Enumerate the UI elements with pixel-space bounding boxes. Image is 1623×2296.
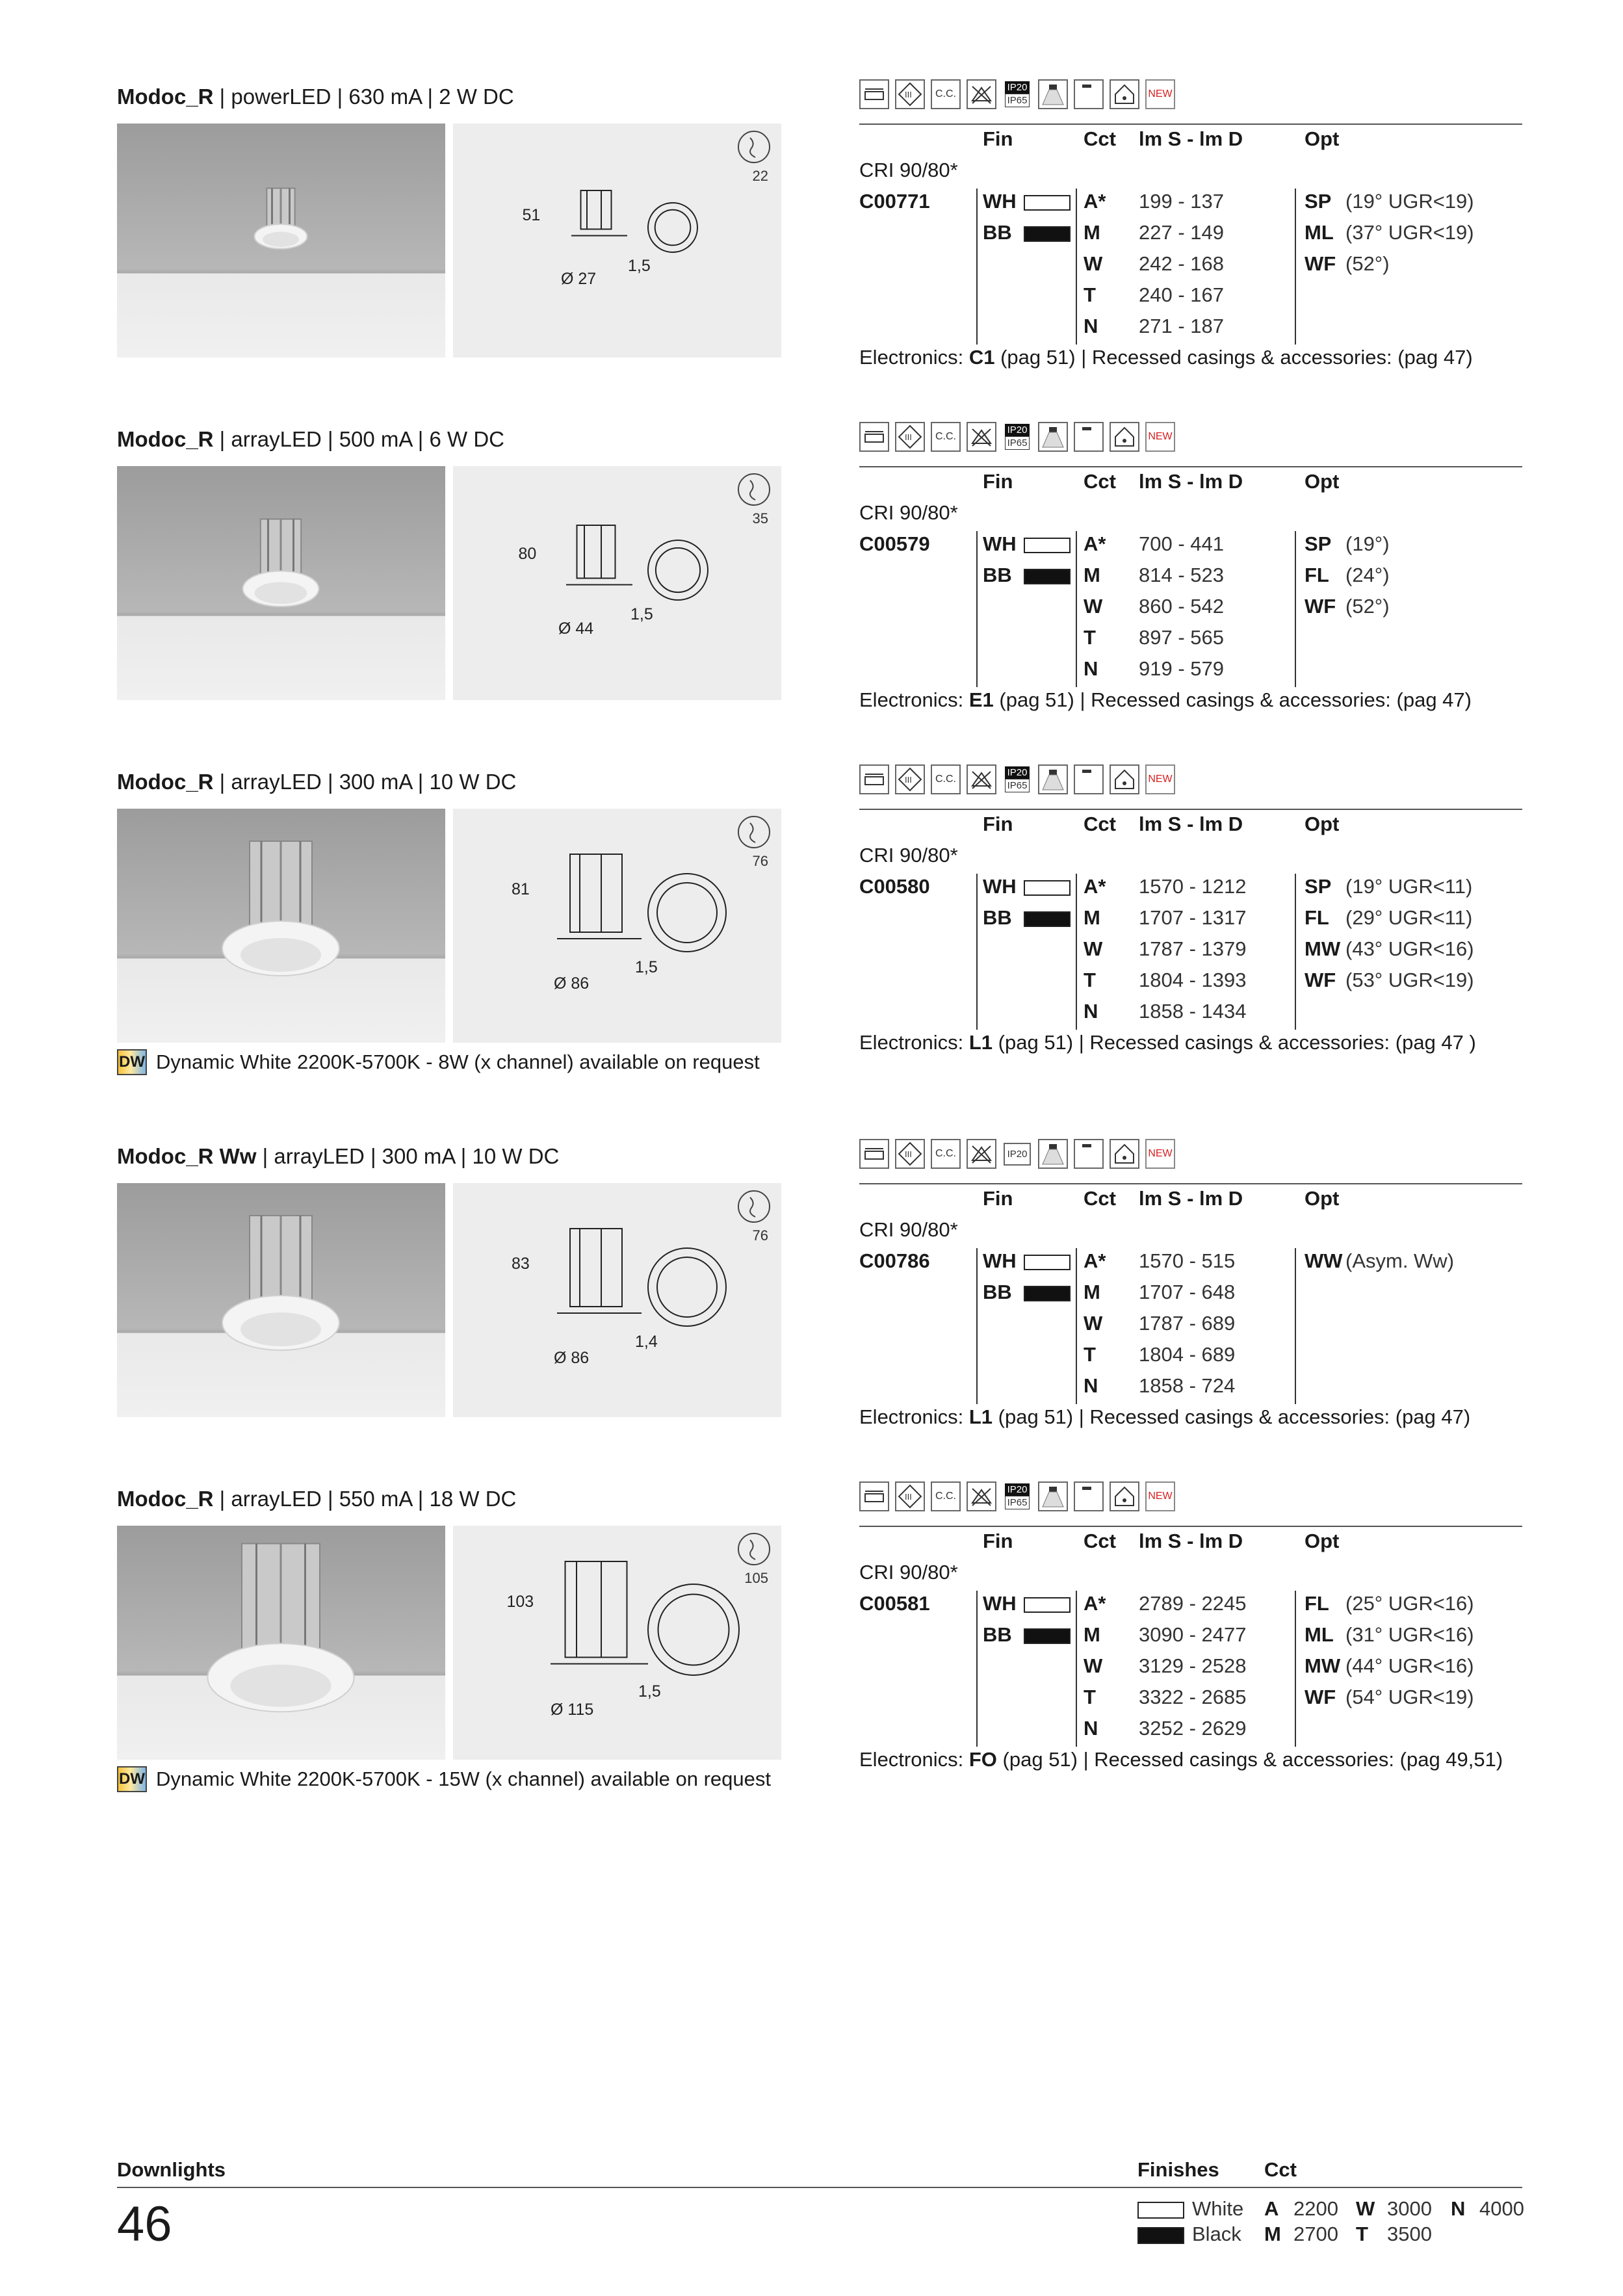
legend-cct-value: 2200 [1293, 2197, 1338, 2220]
product-code: C00581 [859, 1592, 930, 1615]
finish-code: BB [983, 221, 1012, 244]
col-cct: Cct [1084, 127, 1116, 150]
product-photo [117, 1183, 445, 1417]
ip-bottom: IP20 [1004, 1143, 1032, 1166]
weight-value: 105 [744, 1570, 768, 1586]
dimension-height: 103 [506, 1592, 534, 1611]
technical-drawing [453, 466, 781, 700]
no-insulation-icon [967, 422, 996, 452]
product-code: C00786 [859, 1249, 930, 1272]
spec-divider [859, 124, 1522, 125]
lumen-value: 240 - 167 [1139, 283, 1224, 306]
legend-cct-value: 3000 [1387, 2197, 1432, 2220]
surface-icon [859, 79, 889, 109]
constant-current-icon: C.C. [931, 764, 961, 794]
page-number: 46 [117, 2197, 172, 2252]
col-separator [976, 874, 978, 1030]
product-code: C00771 [859, 190, 930, 213]
lumen-value: 1787 - 1379 [1139, 937, 1247, 960]
product-title: Modoc_R Ww | arrayLED | 300 mA | 10 W DC [117, 1144, 560, 1168]
optic-code: FL [1305, 906, 1329, 929]
legend-white-label: White [1192, 2197, 1244, 2220]
dimension-thickness: 1,5 [638, 1682, 661, 1701]
finish-swatch [1024, 195, 1071, 211]
cct-code: N [1084, 1374, 1098, 1397]
legend-white-swatch [1137, 2202, 1184, 2219]
new-badge: NEW [1145, 1481, 1175, 1511]
dimension-thickness: 1,4 [635, 1333, 658, 1351]
electronics-note: Electronics: L1 (pag 51) | Recessed casings & accessories: (pag 47 ) [859, 1031, 1476, 1054]
lumen-value: 1570 - 515 [1139, 1249, 1236, 1272]
lumen-value: 3129 - 2528 [1139, 1654, 1247, 1677]
col-separator [1076, 531, 1077, 687]
col-lm: lm S - lm D [1139, 1187, 1243, 1210]
class-iii-icon [895, 79, 925, 109]
class-iii-icon [895, 422, 925, 452]
legend-cct-value: 4000 [1479, 2197, 1524, 2220]
lumen-value: 1858 - 724 [1139, 1374, 1236, 1397]
optic-code: WF [1305, 595, 1336, 618]
class-iii-icon [895, 1139, 925, 1169]
col-lm: lm S - lm D [1139, 1530, 1243, 1552]
feature-icons [859, 421, 1175, 453]
no-insulation-icon [967, 1481, 996, 1511]
spec-divider [859, 1183, 1522, 1184]
lumen-value: 3322 - 2685 [1139, 1686, 1247, 1708]
optic-code: ML [1305, 221, 1334, 244]
technical-drawing [453, 1183, 781, 1417]
cri-label: CRI 90/80* [859, 844, 958, 867]
cct-code: M [1084, 906, 1100, 929]
legend-black-swatch [1137, 2227, 1184, 2244]
dw-badge-icon: DW [117, 1049, 147, 1075]
installation-icon [1110, 79, 1139, 109]
installation-icon [1110, 422, 1139, 452]
dimension-diameter: Ø 27 [561, 269, 597, 288]
dynamic-white-note: DW Dynamic White 2200K-5700K - 15W (x channel) available on request [117, 1766, 771, 1792]
installation-icon [1110, 1139, 1139, 1169]
optic-desc: (19° UGR<11) [1345, 875, 1473, 898]
dw-badge-icon: DW [117, 1766, 147, 1792]
finish-swatch [1024, 226, 1071, 242]
cct-code: W [1084, 252, 1103, 275]
new-badge: NEW [1145, 764, 1175, 794]
cri-label: CRI 90/80* [859, 501, 958, 524]
cct-code: T [1084, 969, 1096, 991]
optic-desc: (43° UGR<16) [1345, 937, 1474, 960]
lumen-value: 1804 - 1393 [1139, 969, 1247, 991]
col-opt: Opt [1305, 1187, 1340, 1210]
legend-cct-title: Cct [1264, 2158, 1297, 2181]
finish-code: WH [983, 875, 1017, 898]
cri-label: CRI 90/80* [859, 159, 958, 181]
cct-code: W [1084, 1312, 1103, 1335]
ip-rating-icon [1002, 422, 1032, 452]
product-photo [117, 124, 445, 358]
col-lm: lm S - lm D [1139, 813, 1243, 835]
legend-cct-value: 2700 [1293, 2223, 1338, 2245]
trim-icon [1074, 422, 1104, 452]
optic-code: MW [1305, 1654, 1341, 1677]
finish-swatch [1024, 1286, 1071, 1301]
finish-swatch [1024, 880, 1071, 896]
constant-current-icon: C.C. [931, 422, 961, 452]
constant-current-icon: C.C. [931, 1139, 961, 1169]
installation-icon [1110, 1481, 1139, 1511]
ip-bottom: IP65 [1005, 94, 1030, 107]
surface-icon [859, 1481, 889, 1511]
optic-code: FL [1305, 564, 1329, 586]
optic-code: WF [1305, 969, 1336, 991]
optic-code: WF [1305, 1686, 1336, 1708]
legend-finishes-title: Finishes [1137, 2158, 1219, 2181]
col-fin: Fin [983, 813, 1013, 835]
col-separator [976, 1591, 978, 1747]
cct-code: M [1084, 1623, 1100, 1646]
cct-code: W [1084, 937, 1103, 960]
legend-cct-code: A [1264, 2197, 1279, 2220]
footer-divider [117, 2187, 1522, 2188]
finish-code: BB [983, 564, 1012, 586]
trim-icon [1074, 1481, 1104, 1511]
lumen-value: 199 - 137 [1139, 190, 1224, 213]
dimension-diameter: Ø 86 [554, 974, 590, 993]
class-iii-icon [895, 764, 925, 794]
cct-code: N [1084, 315, 1098, 337]
dimension-height: 80 [518, 544, 537, 563]
cct-code: M [1084, 1281, 1100, 1303]
finish-swatch [1024, 538, 1071, 553]
col-opt: Opt [1305, 470, 1340, 493]
finish-swatch [1024, 1597, 1071, 1613]
surface-icon [859, 764, 889, 794]
col-separator [1295, 531, 1296, 687]
lumen-value: 860 - 542 [1139, 595, 1224, 618]
electronics-note: Electronics: E1 (pag 51) | Recessed casings & accessories: (pag 47) [859, 688, 1472, 711]
ip-rating-icon [1002, 1139, 1032, 1169]
col-opt: Opt [1305, 127, 1340, 150]
product-code: C00579 [859, 532, 930, 555]
new-badge: NEW [1145, 1139, 1175, 1169]
spec-divider [859, 1526, 1522, 1527]
col-separator [1076, 1248, 1077, 1404]
surface-icon [859, 422, 889, 452]
lumen-value: 919 - 579 [1139, 657, 1224, 680]
no-insulation-icon [967, 1139, 996, 1169]
optic-desc: (31° UGR<16) [1345, 1623, 1474, 1646]
product-photo [117, 1526, 445, 1760]
cri-label: CRI 90/80* [859, 1561, 958, 1584]
spec-divider [859, 466, 1522, 467]
lumen-value: 814 - 523 [1139, 564, 1224, 586]
finish-swatch [1024, 911, 1071, 927]
col-lm: lm S - lm D [1139, 470, 1243, 493]
finish-code: WH [983, 532, 1017, 555]
col-fin: Fin [983, 470, 1013, 493]
optic-desc: (19°) [1345, 532, 1390, 555]
optic-desc: (52°) [1345, 252, 1390, 275]
product-photo [117, 466, 445, 700]
ip-rating-icon [1002, 79, 1032, 109]
spec-divider [859, 809, 1522, 810]
col-separator [976, 1248, 978, 1404]
product-title: Modoc_R | arrayLED | 500 mA | 6 W DC [117, 427, 505, 451]
cct-code: T [1084, 1343, 1096, 1366]
optic-desc: (24°) [1345, 564, 1390, 586]
col-opt: Opt [1305, 1530, 1340, 1552]
optic-code: ML [1305, 1623, 1334, 1646]
light-distribution-icon [1038, 764, 1068, 794]
cri-label: CRI 90/80* [859, 1218, 958, 1241]
svg-text:III: III [905, 90, 912, 99]
col-fin: Fin [983, 1530, 1013, 1552]
col-cct: Cct [1084, 1530, 1116, 1552]
optic-desc: (53° UGR<19) [1345, 969, 1474, 991]
weight-value: 76 [752, 853, 768, 869]
dimension-thickness: 1,5 [628, 257, 651, 276]
cct-code: A* [1084, 190, 1106, 213]
feature-icons [859, 78, 1175, 111]
feature-icons [859, 1138, 1175, 1170]
optic-desc: (37° UGR<19) [1345, 221, 1474, 244]
legend-black-label: Black [1192, 2223, 1241, 2245]
optic-code: FL [1305, 1592, 1329, 1615]
light-distribution-icon [1038, 1481, 1068, 1511]
dimension-height: 81 [512, 880, 530, 898]
optic-desc: (19° UGR<19) [1345, 190, 1474, 213]
col-separator [1076, 1591, 1077, 1747]
svg-text:III: III [905, 775, 912, 785]
col-separator [1295, 1248, 1296, 1404]
svg-text:III: III [905, 1492, 912, 1502]
lumen-value: 1570 - 1212 [1139, 875, 1247, 898]
finish-swatch [1024, 569, 1071, 584]
technical-drawing [453, 1526, 781, 1760]
col-separator [1295, 874, 1296, 1030]
legend-cct-code: W [1356, 2197, 1375, 2220]
cct-code: M [1084, 564, 1100, 586]
ip-top: IP20 [1005, 424, 1030, 436]
weight-value: 22 [752, 168, 768, 184]
col-fin: Fin [983, 127, 1013, 150]
feature-icons [859, 1480, 1175, 1513]
lumen-value: 1858 - 1434 [1139, 1000, 1247, 1023]
weight-value: 76 [752, 1227, 768, 1244]
ip-rating-icon [1002, 764, 1032, 794]
finish-code: BB [983, 1281, 1012, 1303]
installation-icon [1110, 764, 1139, 794]
trim-icon [1074, 79, 1104, 109]
col-separator [1076, 874, 1077, 1030]
col-cct: Cct [1084, 470, 1116, 493]
lumen-value: 1787 - 689 [1139, 1312, 1236, 1335]
legend-cct-value: 3500 [1387, 2223, 1432, 2245]
optic-desc: (25° UGR<16) [1345, 1592, 1474, 1615]
finish-code: WH [983, 190, 1017, 213]
feature-icons [859, 763, 1175, 796]
finish-code: BB [983, 1623, 1012, 1646]
legend-cct-code: T [1356, 2223, 1368, 2245]
dimension-diameter: Ø 86 [554, 1349, 590, 1367]
cct-code: T [1084, 626, 1096, 649]
ip-bottom: IP65 [1005, 1496, 1030, 1509]
col-separator [1295, 189, 1296, 345]
cct-code: A* [1084, 532, 1106, 555]
col-separator [976, 189, 978, 345]
col-opt: Opt [1305, 813, 1340, 835]
lumen-value: 1707 - 1317 [1139, 906, 1247, 929]
dimension-diameter: Ø 115 [551, 1700, 594, 1719]
col-separator [976, 531, 978, 687]
new-badge: NEW [1145, 79, 1175, 109]
optic-code: SP [1305, 875, 1332, 898]
finish-swatch [1024, 1255, 1071, 1270]
ip-top: IP20 [1005, 81, 1030, 94]
col-lm: lm S - lm D [1139, 127, 1243, 150]
lumen-value: 897 - 565 [1139, 626, 1224, 649]
lumen-value: 700 - 441 [1139, 532, 1224, 555]
col-separator [1295, 1591, 1296, 1747]
optic-code: MW [1305, 937, 1341, 960]
lumen-value: 1707 - 648 [1139, 1281, 1236, 1303]
section-title: Downlights [117, 2158, 226, 2181]
no-insulation-icon [967, 79, 996, 109]
optic-code: SP [1305, 190, 1332, 213]
technical-drawing [453, 809, 781, 1043]
cct-code: M [1084, 221, 1100, 244]
class-iii-icon [895, 1481, 925, 1511]
constant-current-icon: C.C. [931, 79, 961, 109]
dimension-diameter: Ø 44 [558, 619, 594, 638]
lumen-value: 242 - 168 [1139, 252, 1224, 275]
optic-desc: (52°) [1345, 595, 1390, 618]
legend-cct-code: N [1451, 2197, 1466, 2220]
cct-code: T [1084, 1686, 1096, 1708]
trim-icon [1074, 764, 1104, 794]
light-distribution-icon [1038, 1139, 1068, 1169]
constant-current-icon: C.C. [931, 1481, 961, 1511]
lumen-value: 2789 - 2245 [1139, 1592, 1247, 1615]
weight-value: 35 [752, 510, 768, 527]
optic-code: WW [1305, 1249, 1343, 1272]
ip-bottom: IP65 [1005, 779, 1030, 792]
optic-code: WF [1305, 252, 1336, 275]
new-badge: NEW [1145, 422, 1175, 452]
cct-code: N [1084, 657, 1098, 680]
lumen-value: 3252 - 2629 [1139, 1717, 1247, 1740]
dynamic-white-note: DW Dynamic White 2200K-5700K - 8W (x channel) available on request [117, 1049, 760, 1075]
finish-code: WH [983, 1249, 1017, 1272]
light-distribution-icon [1038, 422, 1068, 452]
cct-code: T [1084, 283, 1096, 306]
ip-top: IP20 [1005, 766, 1030, 779]
ip-rating-icon [1002, 1481, 1032, 1511]
svg-text:III: III [905, 1149, 912, 1159]
cct-code: A* [1084, 1249, 1106, 1272]
ip-bottom: IP65 [1005, 436, 1030, 450]
surface-icon [859, 1139, 889, 1169]
trim-icon [1074, 1139, 1104, 1169]
cct-code: N [1084, 1000, 1098, 1023]
cct-code: W [1084, 1654, 1103, 1677]
product-title: Modoc_R | arrayLED | 550 mA | 18 W DC [117, 1487, 517, 1511]
electronics-note: Electronics: L1 (pag 51) | Recessed casings & accessories: (pag 47) [859, 1405, 1471, 1428]
light-distribution-icon [1038, 79, 1068, 109]
optic-desc: (Asym. Ww) [1345, 1249, 1455, 1272]
product-title: Modoc_R | powerLED | 630 mA | 2 W DC [117, 85, 514, 109]
optic-desc: (44° UGR<16) [1345, 1654, 1474, 1677]
cct-code: A* [1084, 875, 1106, 898]
col-separator [1076, 189, 1077, 345]
finish-swatch [1024, 1628, 1071, 1644]
lumen-value: 1804 - 689 [1139, 1343, 1236, 1366]
finish-code: BB [983, 906, 1012, 929]
product-title: Modoc_R | arrayLED | 300 mA | 10 W DC [117, 770, 517, 794]
cct-code: A* [1084, 1592, 1106, 1615]
dimension-thickness: 1,5 [630, 605, 653, 624]
lumen-value: 271 - 187 [1139, 315, 1224, 337]
legend-cct-code: M [1264, 2223, 1281, 2245]
technical-drawing [453, 124, 781, 358]
lumen-value: 227 - 149 [1139, 221, 1224, 244]
optic-desc: (29° UGR<11) [1345, 906, 1473, 929]
electronics-note: Electronics: FO (pag 51) | Recessed casings & accessories: (pag 49,51) [859, 1748, 1503, 1771]
dimension-height: 83 [512, 1255, 530, 1273]
col-cct: Cct [1084, 1187, 1116, 1210]
optic-desc: (54° UGR<19) [1345, 1686, 1474, 1708]
electronics-note: Electronics: C1 (pag 51) | Recessed casings & accessories: (pag 47) [859, 346, 1473, 369]
col-fin: Fin [983, 1187, 1013, 1210]
cct-code: W [1084, 595, 1103, 618]
lumen-value: 3090 - 2477 [1139, 1623, 1247, 1646]
finish-code: WH [983, 1592, 1017, 1615]
no-insulation-icon [967, 764, 996, 794]
svg-text:III: III [905, 432, 912, 442]
product-photo [117, 809, 445, 1043]
ip-top: IP20 [1005, 1483, 1030, 1496]
cct-code: N [1084, 1717, 1098, 1740]
col-cct: Cct [1084, 813, 1116, 835]
optic-code: SP [1305, 532, 1332, 555]
product-code: C00580 [859, 875, 930, 898]
dimension-height: 51 [522, 205, 541, 224]
dimension-thickness: 1,5 [635, 958, 658, 976]
